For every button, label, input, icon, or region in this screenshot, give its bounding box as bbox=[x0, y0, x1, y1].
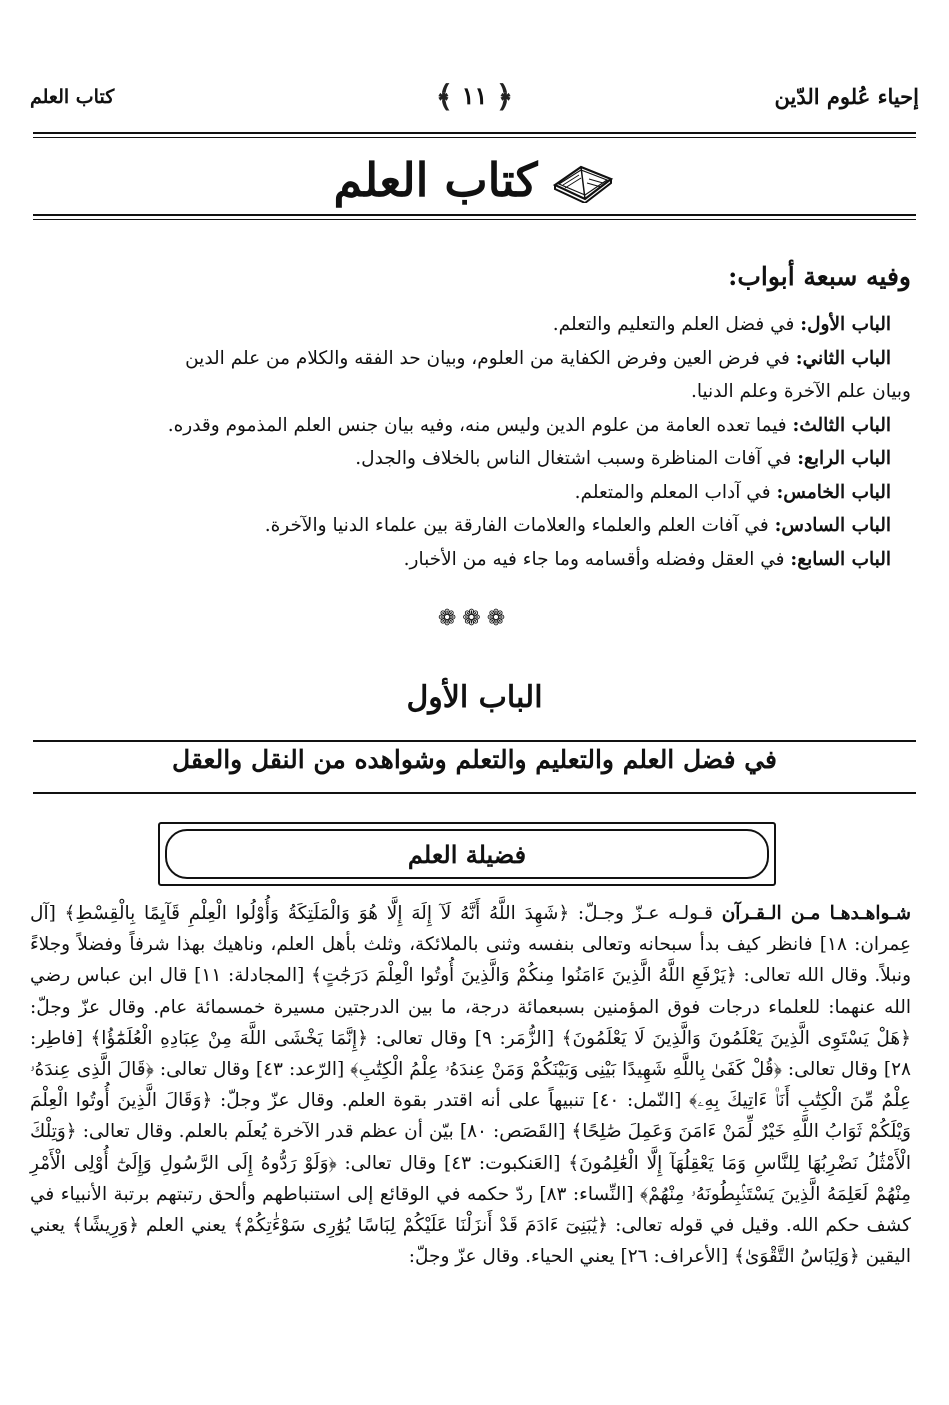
chapter-label: الباب الثاني: bbox=[795, 347, 891, 369]
chapter-text: في آفات المناظرة وسبب اشتغال الناس بالخلاف والجدل. bbox=[355, 448, 792, 469]
chapter-list bbox=[30, 308, 911, 576]
chapter-label: الباب الثالث: bbox=[792, 414, 891, 436]
chapter-item bbox=[30, 342, 891, 376]
book-title-band bbox=[0, 150, 949, 210]
chapter-rule bbox=[33, 740, 916, 742]
chapter-text: وبيان علم الآخرة وعلم الدنيا. bbox=[690, 381, 911, 402]
open-book-icon bbox=[551, 157, 615, 203]
header-rule-thin bbox=[33, 137, 916, 138]
chapter-item bbox=[30, 409, 891, 443]
chapter-label: الباب السابع: bbox=[790, 548, 891, 570]
chapter-text: في آداب المعلم والمتعلم. bbox=[574, 481, 771, 503]
chapter-text: في فرض العين وفرض الكفاية من العلوم، وبيان حد الفقه والكلام من علم الدين bbox=[185, 347, 790, 369]
chapter-item bbox=[30, 543, 891, 577]
book-title: كتاب العلم bbox=[333, 153, 538, 207]
chapter-label: الباب الخامس: bbox=[776, 481, 891, 503]
intro-heading: وفيه سبعة أبواب: bbox=[728, 262, 911, 291]
title-rule-thin bbox=[33, 219, 916, 220]
chapter-text: في العقل وفضله وأقسامه وما جاء فيه من الأخبار. bbox=[403, 548, 785, 570]
header-rule bbox=[33, 132, 916, 134]
chapter-item bbox=[30, 476, 891, 510]
chapter-label: الباب الرابع: bbox=[797, 448, 891, 469]
separator-ornament: ❁❁❁ bbox=[437, 606, 512, 631]
chapter-item bbox=[30, 308, 891, 342]
body-text: قـولـه عـزّ وجـلّ: ﴿شَهِدَ اللَّهُ أَنَّهُ لَآ إِلَهَ إِلَّا هُوَ وَالْمَلَتِكَةُ وَأُوْلُوا الْعِلْمِ قَآيِمًا بِالْقِسْطِ﴾ [آل عِمران: ١٨] فانظر كيف بدأ سبحانه وتعالى بنفسه وثنى بالملائكة، وثلث بأهل العلم، وناهيك بهذا شرفاً وفضلاً وجلاءً ونبلاً. وقال الله تعالى: ﴿يَرْفَعِ اللَّهُ الَّذِينَ ءَامَنُوا مِنكُمْ وَالَّذِينَ أُوتُوا الْعِلْمَ دَرَجَٰتٍ﴾ [المجادلة: ١١] قال ابن عباس رضي الله عنهما: للعلماء درجات فوق المؤمنين بسبعمائة درجة، ما بين الدرجتين مسيرة خمسمائة عام. وقال عزّ وجلّ: ﴿هَلْ يَسْتَوِى الَّذِينَ يَعْلَمُونَ وَالَّذِينَ لَا يَعْلَمُونَ﴾ [الزُّمَر: ٩] وقال تعالى: ﴿إِنَّمَا يَخْشَى اللَّهَ مِنْ عِبَادِهِ الْعُلَمَٰٓؤُا﴾ [فاطِر: ٢٨] وقال تعالى: ﴿قُلْ كَفَىٰ بِاللَّهِ شَهِيدًا بَيْنِى وَبَيْنَكُمْ وَمَنْ عِندَهُۥ عِلْمُ الْكِتَٰبِ﴾ [الرّعد: ٤٣] وقال تعالى: ﴿قَالَ الَّذِى عِندَهُۥ عِلْمٌ مِّنَ الْكِتَٰبِ أَنَا۠ ءَاتِيكَ بِهِۦ﴾ [النّمل: ٤٠] تنبيهاً على أنه اقتدر بقوة العلم. وقال عزّ وجلّ: ﴿وَقَالَ الَّذِينَ أُوتُوا الْعِلْمَ وَيْلَكُمْ ثَوَابُ اللَّهِ خَيْرٌ لِّمَنْ ءَامَنَ وَعَمِلَ صَٰلِحًا﴾ [القَصَص: ٨٠] بيّن أن عظم قدر الآخرة يُعلَم بالعلم. وقال تعالى: ﴿وَتِلْكَ الْأَمْثَٰلُ نَضْرِبُهَا لِلنَّاسِ وَمَا يَعْقِلُهَآ إِلَّا الْعَٰلِمُونَ﴾ [العَنكبوت: ٤٣] وقال تعالى: ﴿وَلَوْ رَدُّوهُ إِلَى الرَّسُولِ وَإِلَىٰٓ أُوْلِى الْأَمْرِ مِنْهُمْ لَعَلِمَهُ الَّذِينَ يَسْتَنۢبِطُونَهُۥ مِنْهُمْ﴾ [النِّساء: ٨٣] ردّ حكمه في الوقائع إلى استنباطهم وألحق رتبتهم برتبة الأنبياء في كشف حكم الله. وقيل في قوله تعالى: ﴿يَٰبَنِىٓ ءَادَمَ قَدْ أَنزَلْنَا عَلَيْكُمْ لِبَاسًا يُوَٰرِى سَوْءَٰتِكُمْ﴾ يعني العلم ﴿وَرِيشًا﴾ يعني اليقين ﴿وَلِبَاسُ التَّقْوَىٰ﴾ [الأعراف: ٢٦] يعني الحياء. وقال عزّ وجلّ: bbox=[30, 903, 912, 1268]
chapter-rule-bottom bbox=[33, 792, 916, 794]
chapter-item bbox=[30, 509, 891, 543]
ornament-brace-icon: ﴾ bbox=[435, 80, 454, 115]
chapter-label: الباب السادس: bbox=[774, 515, 891, 536]
chapter-text: في فضل العلم والتعليم والتعلم. bbox=[552, 314, 795, 335]
chapter-text: فيما تعده العامة من علوم الدين وليس منه، وفيه بيان جنس العلم المذموم وقدره. bbox=[167, 414, 787, 436]
chapter-label: الباب الأول: bbox=[800, 314, 891, 335]
section-name: كتاب العلم bbox=[30, 86, 115, 108]
section-box bbox=[158, 822, 776, 886]
page-number-value: ١١ bbox=[461, 81, 488, 110]
title-rule bbox=[33, 214, 916, 216]
section-box-title: فضيلة العلم bbox=[165, 829, 769, 879]
ornament-brace-icon: ﴿ bbox=[495, 80, 514, 115]
chapter-item bbox=[30, 442, 891, 476]
book-name: إحياء عُلوم الدّين bbox=[774, 84, 919, 109]
chapter-title: الباب الأول bbox=[406, 680, 543, 715]
running-header bbox=[30, 80, 919, 120]
page-number bbox=[436, 80, 514, 115]
body-lead: شـواهـدهـا مـن الـقـرآن bbox=[721, 903, 911, 924]
chapter-item-continuation bbox=[30, 375, 911, 409]
body-paragraph bbox=[30, 898, 911, 1272]
chapter-subtitle: في فضل العلم والتعليم والتعلم وشواهده من النقل والعقل bbox=[171, 745, 778, 774]
chapter-text: في آفات العلم والعلماء والعلامات الفارقة بين علماء الدنيا والآخرة. bbox=[264, 515, 769, 536]
